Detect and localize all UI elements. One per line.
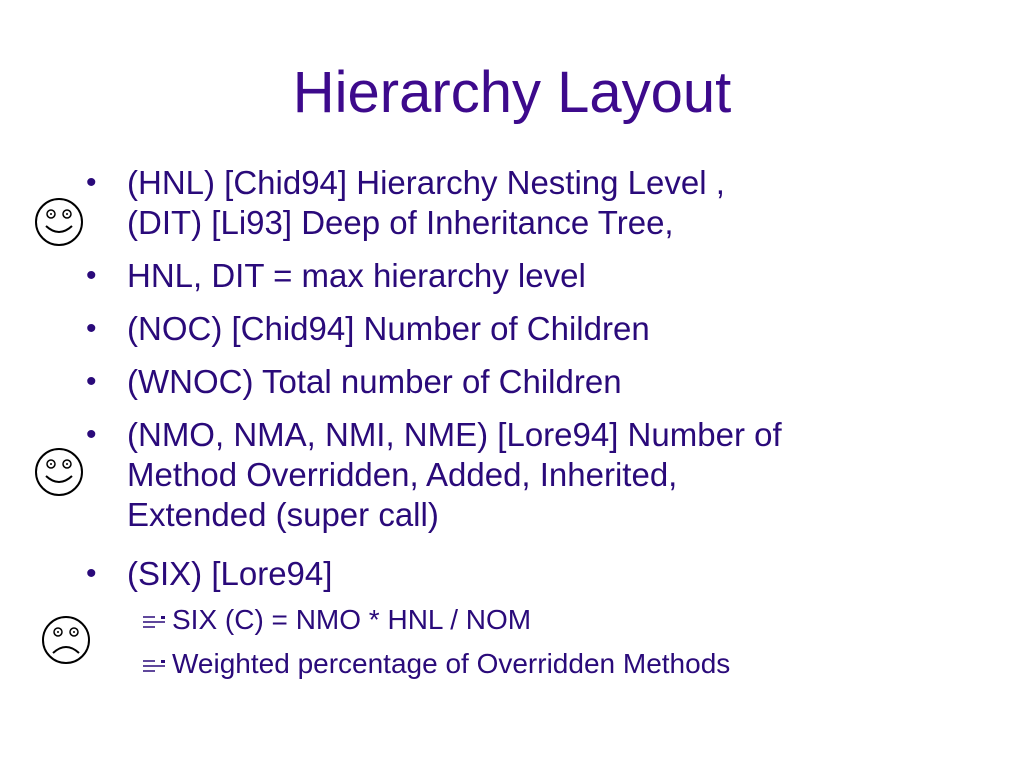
bullet-text: (NOC) [Chid94] Number of Children	[127, 310, 650, 347]
bullet-marker: •	[86, 418, 97, 451]
bullet-marker: •	[86, 166, 97, 199]
bullet-text: Extended (super call)	[127, 496, 439, 533]
sub-bullet-item	[140, 603, 1000, 637]
sub-bullet-text: Weighted percentage of Overridden Methods	[172, 648, 731, 679]
slide-title: Hierarchy Layout	[292, 60, 732, 125]
bullet-text: HNL, DIT = max hierarchy level	[127, 257, 586, 294]
bullet-text: (DIT) [Li93] Deep of Inheritance Tree,	[127, 204, 674, 241]
smiley-face-icon	[33, 446, 85, 498]
bullet-marker: •	[86, 365, 97, 398]
smiley-face-icon	[33, 196, 85, 248]
sub-bullet-item	[140, 647, 1000, 681]
bullet-marker: •	[86, 259, 97, 292]
bullet-item	[86, 256, 986, 296]
bullet-item	[86, 362, 986, 402]
bullet-marker: •	[86, 557, 97, 590]
bullet-item	[86, 163, 986, 243]
sub-bullet-text: SIX (C) = NMO * HNL / NOM	[172, 604, 532, 635]
bullet-item	[86, 309, 986, 349]
subbullet-icon	[140, 655, 172, 677]
bullet-item	[86, 554, 986, 594]
bullet-text: (WNOC) Total number of Children	[127, 363, 622, 400]
bullet-text: Method Overridden, Added, Inherited,	[127, 456, 678, 493]
frowning-face-icon	[40, 614, 92, 666]
subbullet-icon	[140, 611, 172, 633]
bullet-marker: •	[86, 312, 97, 345]
bullet-item	[86, 415, 986, 535]
bullet-text: (NMO, NMA, NMI, NME) [Lore94] Number of	[127, 416, 782, 453]
bullet-text: (HNL) [Chid94] Hierarchy Nesting Level ,	[127, 164, 725, 201]
bullet-text: (SIX) [Lore94]	[127, 555, 333, 592]
